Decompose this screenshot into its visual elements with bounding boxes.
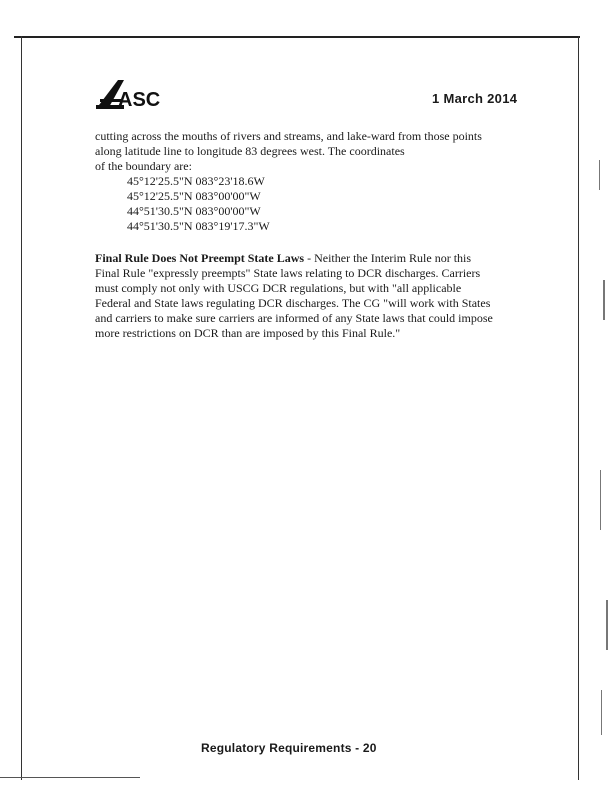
- coordinate-item: 45°12'25.5"N 083°23'18.6W: [127, 174, 265, 188]
- section-line: Federal and State laws regulating DCR discharges. The CG "will work with States: [95, 296, 491, 310]
- asc-logo: [94, 78, 161, 112]
- intro-line: cutting across the mouths of rivers and streams, and lake-ward from those points: [95, 129, 482, 143]
- section-line: must comply not only with USCG DCR regulations, but with "all applicable: [95, 281, 462, 295]
- page-right-edge: [578, 36, 579, 780]
- asc-logo-mark: [94, 78, 161, 112]
- intro-paragraph: [95, 129, 535, 174]
- scan-artifact: [606, 600, 608, 650]
- coordinate-item: 44°51'30.5"N 083°19'17.3"W: [127, 219, 270, 233]
- page-bottom-edge: [0, 777, 140, 778]
- section-title: Final Rule Does Not Preempt State Laws: [95, 251, 305, 265]
- section-line: more restrictions on DCR than are imposed by this Final Rule.": [95, 326, 401, 340]
- coordinate-list: [95, 174, 535, 234]
- intro-line: of the boundary are:: [95, 159, 192, 173]
- section-lead: - Neither the Interim Rule nor this: [304, 251, 472, 265]
- coordinate-item: 45°12'25.5"N 083°00'00"W: [127, 189, 261, 203]
- section-line: Final Rule "expressly preempts" State laws relating to DCR discharges. Carriers: [95, 266, 481, 280]
- scan-artifact: [600, 470, 601, 530]
- section-line: and carriers to make sure carriers are informed of any State laws that could impose: [95, 311, 493, 325]
- intro-line: along latitude line to longitude 83 degrees west. The coordinates: [95, 144, 405, 158]
- scan-artifact: [603, 280, 605, 320]
- coordinate-item: 44°51'30.5"N 083°00'00"W: [127, 204, 261, 218]
- section-heading-line: [95, 251, 535, 266]
- logo-text: ASC: [118, 89, 161, 111]
- page-left-edge: [21, 36, 22, 780]
- scan-artifact: [599, 160, 600, 190]
- document-body: [95, 129, 535, 341]
- page-top-edge: [14, 36, 580, 38]
- page-footer: Regulatory Requirements - 20: [201, 741, 377, 755]
- preemption-section: [95, 251, 535, 341]
- document-date: 1 March 2014: [432, 91, 518, 106]
- scan-artifact: [601, 690, 602, 735]
